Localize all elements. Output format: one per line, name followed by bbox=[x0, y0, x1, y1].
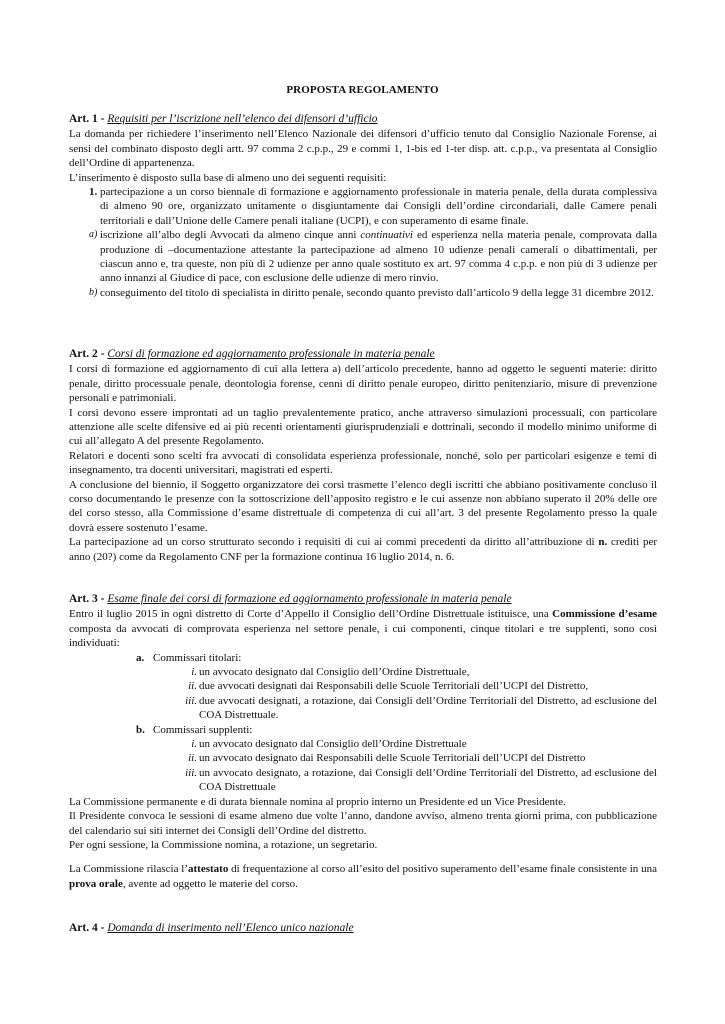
article-2-paragraph-5 bbox=[69, 535, 657, 564]
article-3-paragraph-5 bbox=[69, 862, 657, 891]
list-item bbox=[69, 694, 657, 723]
list-item-text: due avvocati designati dai Responsabili delle Scuole Territoriali dell’UCPI del Distretto, bbox=[199, 680, 589, 693]
list-item-text: un avvocato designato dal Consiglio dell’Ordine Distrettuale bbox=[199, 738, 467, 751]
list-item bbox=[69, 766, 657, 795]
requisiti-list bbox=[69, 185, 657, 300]
article-3-number: Art. 3 - bbox=[69, 593, 105, 605]
list-marker: ii. bbox=[188, 752, 197, 765]
group-label: Commissari supplenti: bbox=[153, 723, 253, 736]
group-marker: b. bbox=[136, 723, 145, 736]
list-marker: a) bbox=[89, 229, 98, 241]
list-marker: iii. bbox=[185, 694, 197, 707]
list-marker: i. bbox=[191, 666, 197, 679]
list-item-text: due avvocati designati, a rotazione, dai Consigli dell’Ordine Territoriali del Distretto, ad esclusione del COA Distrettuale. bbox=[199, 694, 657, 722]
article-3 bbox=[69, 592, 657, 891]
paragraph-bold: attestato bbox=[188, 863, 229, 876]
article-2-number: Art. 2 - bbox=[69, 348, 105, 360]
list-item-text: partecipazione a un corso biennale di formazione e aggiornamento professionale in materia penale, della durata complessiva di almeno 90 ore, organizzato unitamente o disgiuntamente dai Consigli dell’ordine circondariali, dalle Camere penali territoriali e dall’Unione delle Camere penali italiane (UCPI), e con superamento di esame finale. bbox=[100, 186, 657, 227]
article-3-paragraph-2: La Commissione permanente e di durata biennale nomina al proprio interno un Presidente ed un Vice Presidente. bbox=[69, 795, 566, 808]
document-title: PROPOSTA REGOLAMENTO bbox=[286, 84, 439, 96]
group-label: Commissari titolari: bbox=[153, 651, 242, 664]
article-1-title: Requisiti per l’iscrizione nell’elenco dei difensori d’ufficio bbox=[107, 113, 378, 125]
article-4-number: Art. 4 - bbox=[69, 922, 105, 934]
list-item-text: iscrizione all’albo degli Avvocati da almeno cinque anni bbox=[100, 229, 361, 242]
paragraph-text: composta da avvocati di comprovata esperienza nel settore penale, i cui componenti, cinque titolari e tre supplenti, sono così individuati: bbox=[69, 622, 657, 650]
paragraph-bold: n. bbox=[598, 536, 608, 549]
paragraph-bold: prova orale bbox=[69, 877, 123, 890]
commissari-titolari-group bbox=[69, 651, 657, 723]
paragraph-bold: Commissione d’esame bbox=[552, 608, 657, 621]
paragraph-text: Entro il luglio 2015 in ogni distretto di Corte d’Appello il Consiglio dell’Ordine Distrettuale istituisce, una bbox=[69, 608, 553, 621]
article-4-heading bbox=[69, 921, 657, 935]
article-1-heading bbox=[69, 112, 657, 126]
article-2-paragraph-2: I corsi devono essere improntati ad un taglio prevalentemente pratico, anche attraverso simulazioni processuali, con particolare attenzione alle scelte difensive ed ai più recenti orientamenti giurisprudenziali e dottrinali, secondo il modello minimo uniforme di cui all’allegato A del presente Regolamento. bbox=[69, 406, 657, 448]
article-4 bbox=[69, 921, 657, 936]
list-item bbox=[69, 679, 657, 693]
spacer bbox=[69, 852, 657, 862]
group-heading bbox=[69, 723, 657, 737]
article-3-heading bbox=[69, 592, 657, 606]
article-2-title: Corsi di formazione ed aggiornamento professionale in materia penale bbox=[107, 348, 435, 360]
list-item bbox=[69, 185, 657, 228]
list-item-emphasis: continuativi bbox=[360, 229, 413, 242]
group-heading bbox=[69, 651, 657, 665]
article-1 bbox=[69, 112, 657, 300]
list-marker: iii. bbox=[185, 766, 197, 779]
article-2-paragraph-4: A conclusione del biennio, il Soggetto organizzatore dei corsi trasmette l’elenco degli iscritti che abbiano positivamente concluso il corso documentando le presenze con la sottoscrizione dell’apposito registro e le cui assenze non abbiano superato il 20% delle ore del corso stesso, alla Commissione d’esame distrettuale di competenza di cui all’art. 3 del presente Regolamento presso la quale dovrà essere sostenuto l’esame. bbox=[69, 478, 657, 534]
list-marker: 1. bbox=[89, 186, 98, 199]
list-item bbox=[69, 228, 657, 286]
list-item-text: un avvocato designato dal Consiglio dell’Ordine Distrettuale, bbox=[199, 666, 470, 679]
article-1-number: Art. 1 - bbox=[69, 113, 105, 125]
list-item-text: un avvocato designato, a rotazione, dai Consigli dell’Ordine Territoriali del Distretto, ad esclusione del COA Distrettuale bbox=[199, 766, 657, 794]
list-marker: ii. bbox=[188, 680, 197, 693]
paragraph-text: di frequentazione al corso all’esito del positivo superamento dell’esame finale consistente in una bbox=[228, 863, 657, 876]
article-3-paragraph-4: Per ogni sessione, la Commissione nomina, a rotazione, un segretario. bbox=[69, 838, 378, 851]
list-item-text: ed esperienza nella materia penale, comprovata dalla produzione di –documentazione attestante la partecipazione ad almeno 10 udienze penali camerali o dibattimentali, per ciascun anno e, tra queste, non più di 2 udienze per anno quale sostituto ex art. 97 comma 4 c.p.p. e non più di 3 udienze per anno innanzi al Giudice di pace, con esclusione delle udienze di mero rinvio. bbox=[100, 229, 657, 285]
article-2-paragraph-3: Relatori e docenti sono scelti fra avvocati di consolidata esperienza professionale, nonché, solo per particolari esigenze e temi di insegnamento, tra docenti universitari, magistrati ed esperti. bbox=[69, 449, 657, 477]
article-2-heading bbox=[69, 347, 657, 361]
article-1-paragraph-1: La domanda per richiedere l’inserimento nell’Elenco Nazionale dei difensori d’ufficio tenuto dal Consiglio Nazionale Forense, ai sensi del combinato disposto degli artt. 97 comma 2 c.p.p., 29 e commi 1, 1-bis ed 1-ter disp. att. c.p.p., va presentata al Consiglio dell’Ordine di appartenenza. bbox=[69, 128, 657, 170]
list-item bbox=[69, 737, 657, 751]
list-item-text: un avvocato designato dai Responsabili delle Scuole Territoriali dell’UCPI del Distretto bbox=[199, 752, 586, 765]
commissari-supplenti-group bbox=[69, 723, 657, 795]
article-2 bbox=[69, 347, 657, 564]
article-3-paragraph-3: Il Presidente convoca le sessioni di esame almeno due volte l’anno, dandone avviso, almeno trenta giorni prima, con pubblicazione del calendario sui siti internet dei Consigli dell’Ordine del distretto. bbox=[69, 810, 657, 837]
paragraph-text: La partecipazione ad un corso strutturato secondo i requisiti di cui ai commi precedenti da diritto all’attribuzione di bbox=[69, 536, 599, 549]
commissari-list bbox=[69, 737, 657, 795]
list-marker: i. bbox=[191, 738, 197, 751]
list-item bbox=[69, 665, 657, 679]
article-3-title: Esame finale dei corsi di formazione ed aggiornamento professionale in materia penale bbox=[107, 593, 512, 605]
group-marker: a. bbox=[136, 651, 145, 664]
paragraph-text: , avente ad oggetto le materie del corso. bbox=[122, 877, 298, 890]
list-item bbox=[69, 286, 657, 300]
commissari-list bbox=[69, 665, 657, 723]
paragraph-text: La Commissione rilascia l’ bbox=[69, 863, 188, 876]
article-3-paragraph-1 bbox=[69, 607, 657, 650]
list-item bbox=[69, 751, 657, 765]
article-2-paragraph-1: I corsi di formazione ed aggiornamento di cui alla lettera a) dell’articolo precedente, hanno ad oggetto le seguenti materie: diritto penale, diritto processuale penale, deontologia forense, cenni di diritto penale europeo, diritto penitenziario, misure di prevenzione personali e patrimoniali. bbox=[69, 363, 657, 405]
article-4-title: Domanda di inserimento nell’Elenco unico nazionale bbox=[107, 922, 354, 934]
article-1-paragraph-2: L’inserimento è disposto sulla base di almeno uno dei seguenti requisiti: bbox=[69, 171, 387, 184]
paragraph-text: crediti per anno (20?) come da Regolamento CNF per la formazione continua 16 luglio 2014, n. 6. bbox=[69, 536, 657, 563]
list-marker: b) bbox=[89, 286, 98, 298]
list-item-text: conseguimento del titolo di specialista in diritto penale, secondo quanto previsto dall’articolo 9 della legge 31 dicembre 2012. bbox=[100, 286, 654, 299]
